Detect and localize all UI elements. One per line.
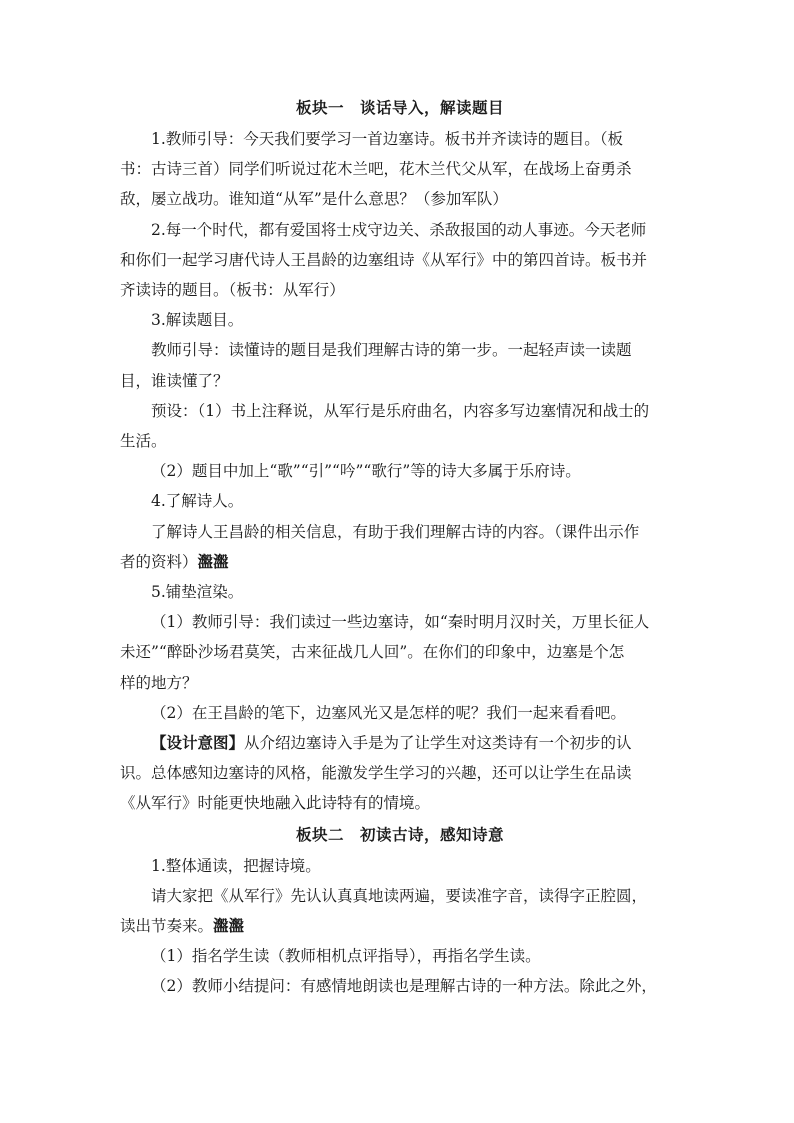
section-title-2: 板块二 初读古诗，感知诗意: [295, 824, 504, 844]
text-fragment: 从介绍边塞诗入手是为了让学生对这类诗有一个初步的认: [244, 734, 632, 753]
text-line: （1）指名学生读（教师相机点评指导），再指名学生读。: [151, 947, 541, 966]
text-line: （1）教师引导：我们读过一些边塞诗，如“秦时明月汉时关，万里长征人: [151, 613, 650, 632]
text-fragment: 读出节奏来。: [120, 917, 214, 936]
text-line: 2.每一个时代，都有爱国将士戍守边关、杀敌报国的动人事迹。今天老师: [151, 220, 647, 239]
text-line: [120, 547, 680, 577]
read-tag: 瀊瀊: [213, 916, 245, 936]
paragraph-9: [120, 577, 680, 607]
design-intent: [120, 728, 680, 819]
design-intent-label: 【设计意图】: [151, 733, 245, 753]
paragraph-1: [120, 124, 680, 215]
paragraph-8: [120, 517, 680, 577]
text-fragment: 者的资料）: [120, 552, 198, 571]
paragraph-14: [120, 941, 680, 971]
text-line: [120, 728, 680, 758]
paragraph-15: [120, 971, 680, 1001]
text-line: [120, 911, 680, 941]
text-line: 4.了解诗人。: [151, 492, 244, 511]
text-line: 未还”“醉卧沙场君莫笑，古来征战几人回”。在你们的印象中，边塞是个怎: [120, 643, 625, 662]
paragraph-13: [120, 881, 680, 941]
paragraph-6: [120, 456, 680, 486]
text-line: 1.整体通读，把握诗境。: [151, 856, 321, 875]
paragraph-4: [120, 335, 680, 395]
text-line: 书：古诗三首）同学们听说过花木兰吧，花木兰代父从军，在战场上奋勇杀: [120, 160, 632, 179]
text-line: 识。总体感知边塞诗的风格，能激发学生学习的兴趣，还可以让学生在品读: [120, 764, 632, 783]
text-line: （2）题目中加上“歌”“引”“吟”“歌行”等的诗大多属于乐府诗。: [151, 462, 581, 481]
text-line: 了解诗人王昌龄的相关信息，有助于我们理解古诗的内容。（课件出示作: [151, 522, 640, 541]
paragraph-12: [120, 851, 680, 881]
text-line: 1.教师引导：今天我们要学习一首边塞诗。板书并齐读诗的题目。（板: [151, 130, 624, 148]
text-line: 预设：（1）书上注释说，从军行是乐府曲名，内容多写边塞情况和战士的: [151, 401, 650, 420]
text-line: 生活。: [120, 432, 167, 451]
paragraph-5: [120, 396, 680, 456]
paragraph-3: [120, 305, 680, 335]
paragraph-11: [120, 698, 680, 728]
text-line: 《从军行》时能更快地融入此诗特有的情境。: [120, 794, 431, 813]
text-line: （2）在王昌龄的笔下，边塞风光又是怎样的呢？我们一起来看看吧。: [151, 703, 626, 722]
text-line: 3.解读题目。: [151, 311, 244, 330]
text-line: 敌，屡立战功。谁知道“从军”是什么意思？（参加军队）: [120, 190, 508, 209]
text-line: 和你们一起学习唐代诗人王昌龄的边塞组诗《从军行》中的第四首诗。板书并: [120, 250, 648, 269]
read-tag: 瀊瀊: [197, 551, 229, 571]
text-line: （2）教师小结提问：有感情地朗读也是理解古诗的一种方法。除此之外，: [151, 977, 657, 996]
text-line: 教师引导：读懂诗的题目是我们理解古诗的第一步。一起轻声读一读题: [151, 341, 632, 360]
paragraph-2: [120, 215, 680, 306]
text-line: 样的地方？: [120, 673, 198, 692]
paragraph-7: [120, 486, 680, 516]
text-line: 请大家把《从军行》先认认真真地读两遍，要读准字音，读得字正腔圆，: [151, 886, 648, 905]
section-title-1: 板块一 谈话导入，解读题目: [295, 98, 504, 117]
text-line: 齐读诗的题目。（板书：从军行）: [120, 281, 345, 300]
text-line: 5.铺垫渲染。: [151, 583, 244, 602]
document-page: [120, 92, 680, 1002]
text-line: 目，谁读懂了？: [120, 371, 229, 390]
paragraph-10: [120, 607, 680, 698]
